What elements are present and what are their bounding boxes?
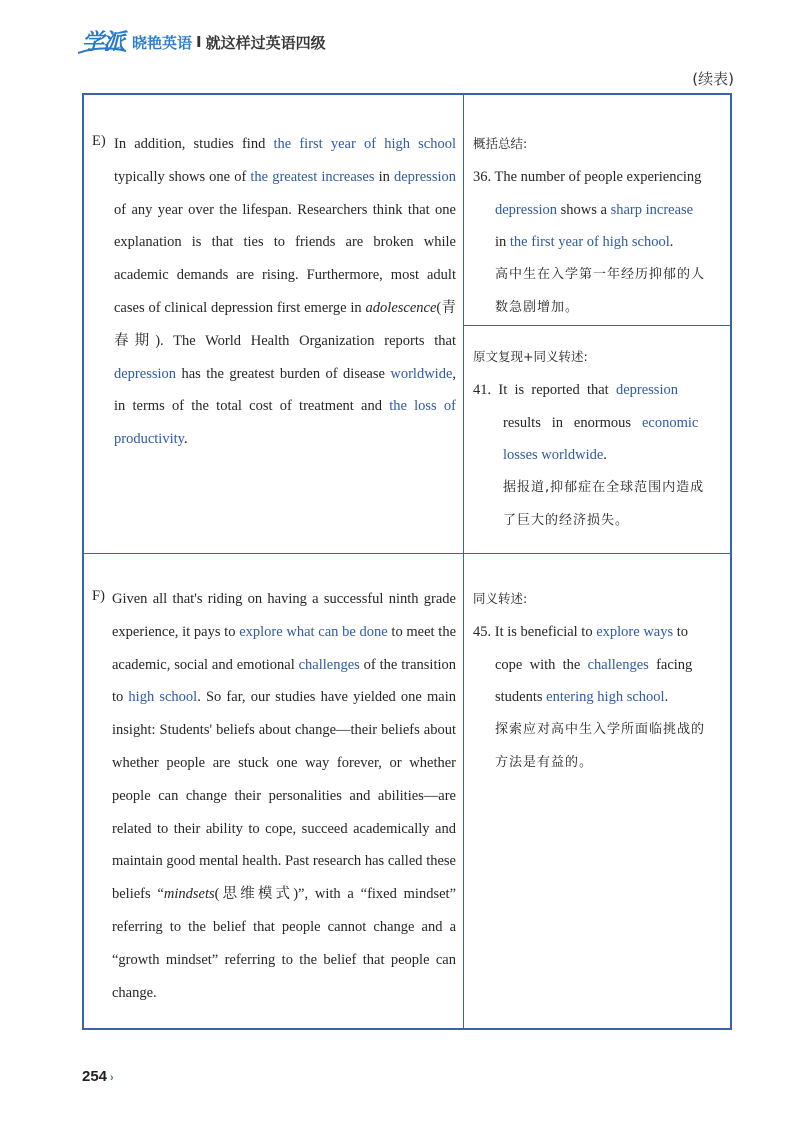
note-36-line: 36. The number of people experiencing [473,168,702,185]
highlighted-phrase: explore ways [596,623,674,640]
paragraph-f-text: Given all that's riding on having a successful ninth grade experience, it pays to explore what can be done to meet the academic, social and emotional challenges of the transition to high school. So far, our studies have yielded one main insight: Students' beliefs about change—their beliefs about whether people are stuck one way forever, or whether people can change their personalities and abilities—are related to their ability to cope, succeed academically and maintain good mental health. Past research has called these beliefs “mindsets(思维模式)”, with a “fixed mindset” referring to the belief that people cannot change and a “growth mindset” referring to the belief that people can change. [112,591,457,1001]
highlighted-phrase: depression [393,168,456,185]
row-divider [84,553,730,554]
highlighted-phrase: the first year of high school [509,234,670,251]
note-41-line: results in enormous economic [503,414,699,431]
highlighted-phrase: depression [495,201,558,218]
book-title: 就这样过英语四级 [205,33,326,52]
logo-swoosh-icon [78,47,126,55]
paragraph-e [114,128,456,456]
highlighted-phrase: the loss of productivity [114,398,456,448]
column-divider [463,95,464,1028]
highlighted-phrase: explore what can be done [239,623,388,640]
italic-term: mindsets [163,886,215,903]
note-41-chinese: 据报道,抑郁症在全球范围内造成 [503,480,705,496]
highlighted-phrase: entering high school [546,689,665,706]
header [82,26,326,58]
note-41-line: losses worldwide. [503,447,607,464]
logo-text: 学派 [82,29,125,54]
note-45-line: 45. It is beneficial to explore ways to [473,623,689,640]
note-36-line: depression shows a sharp increase [495,201,694,218]
note-45 [473,583,705,780]
note-45-chinese: 探索应对高中生入学所面临挑战的 [495,722,706,738]
highlighted-phrase: the first year of high school [273,136,456,152]
notes-divider [464,325,732,326]
summary-heading: 概括总结: [473,136,528,151]
highlighted-phrase: the greatest increases [250,168,375,185]
header-separator: I [196,33,202,51]
paragraph-f-label: F) [92,588,105,604]
note-36-chinese: 数急剧增加。 [495,299,580,315]
note-45-line: cope with the challenges facing [495,656,693,673]
logo [82,29,124,55]
continued-label: (续表) [692,70,734,88]
highlighted-phrase: challenges [298,656,360,673]
page-footer [82,1068,114,1085]
highlighted-phrase: worldwide [390,365,453,382]
highlighted-phrase: economic [641,414,699,431]
synonym-heading: 同义转述: [473,591,528,606]
note-45-line: students entering high school. [495,689,669,706]
note-45-chinese: 方法是有益的。 [495,754,594,770]
brand-name: 晓艳英语 [132,33,193,52]
note-36-line: in the first year of high school. [495,234,674,251]
paragraph-f [112,583,456,1009]
content-table [82,93,732,1030]
note-36-chinese: 高中生在入学第一年经历抑郁的人 [495,267,706,283]
next-arrow-icon: › [110,1072,114,1084]
highlighted-phrase: high school [128,689,198,706]
highlighted-phrase: challenges [587,656,649,673]
paragraph-e-text: In addition, studies find the first year of high school typically shows one of the greatest increases in depression of any year over the lifespan. Researchers think that one explanation is that ties to friends are broken while academic demands are rising. Furthermore, most adult cases of clinical depression first emerge in adolescence(青春期). The World Health Organization reports that depression has the greatest burden of disease worldwide, in terms of the total cost of treatment and the loss of productivity. [114,136,456,448]
italic-term: adolescence [365,299,437,316]
highlighted-phrase: sharp increase [610,201,694,218]
note-41-chinese: 了巨大的经济损失。 [503,512,630,528]
note-41-line: 41. It is reported that depression [473,381,678,398]
paraphrase-heading: 原文复现+同义转述: [473,349,588,364]
note-36 [473,128,705,325]
highlighted-phrase: depression [615,381,678,398]
highlighted-phrase: depression [114,365,177,382]
page-number: 254 [82,1068,108,1085]
paragraph-e-label: E) [92,133,106,149]
note-41 [473,341,704,538]
highlighted-phrase: losses worldwide [503,447,604,464]
